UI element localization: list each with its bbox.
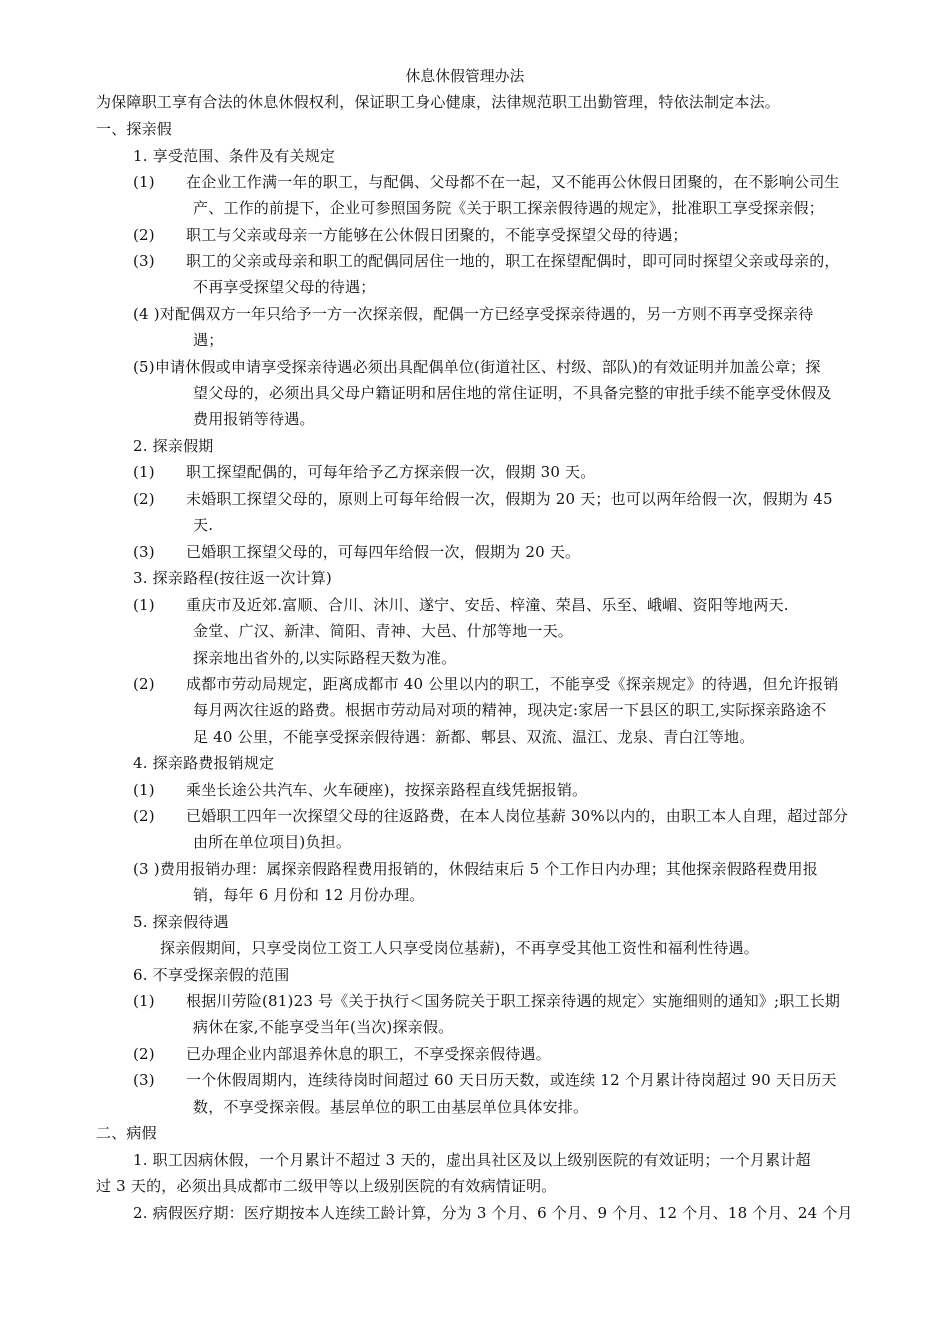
item-line: 遇；: [193, 331, 224, 349]
item-line: 在企业工作满一年的职工，与配偶、父母都不在一起，又不能再公休假日团聚的，在不影响公司生: [186, 173, 840, 191]
subsection-heading-2: 2. 探亲假期: [133, 437, 214, 455]
item-line: 已婚职工探望父母的，可每四年给假一次，假期为 20 天。: [186, 543, 581, 561]
item-number: (2): [133, 226, 155, 244]
subsection-heading-1: 1. 享受范围、条件及有关规定: [133, 147, 336, 165]
item-line: 产、工作的前提下，企业可参照国务院《关于职工探亲假待遇的规定》，批准职工享受探亲假；: [193, 199, 824, 217]
item-line: 销，每年 6 月份和 12 月份办理。: [193, 886, 425, 904]
item-line: 病休在家,不能享受当年(当次)探亲假。: [193, 1018, 454, 1036]
item-line: 数，不享受探亲假。基层单位的职工由基层单位具体安排。: [193, 1098, 589, 1116]
subsection-heading-6: 6. 不享受探亲假的范围: [133, 966, 290, 984]
item-line: 根据川劳险(81)23 号《关于执行＜国务院关于职工探亲待遇的规定〉实施细则的通知》;职工长期: [186, 992, 841, 1010]
item-line: 成都市劳动局规定，距离成都市 40 公里以内的职工，不能享受《探亲规定》的待遇，但允许报销: [186, 675, 839, 693]
section-heading-sick-leave: 二、病假: [96, 1124, 157, 1142]
item-line: 职工与父亲或母亲一方能够在公休假日团聚的，不能享受探望父母的待遇；: [186, 226, 688, 244]
item-line: (4 )对配偶双方一年只给予一方一次探亲假，配偶一方已经享受探亲待遇的，另一方则不再享受探亲待: [133, 305, 814, 323]
item-number: (1): [133, 173, 155, 191]
item-number: (1): [133, 596, 155, 614]
subsection-heading-5: 5. 探亲假待遇: [133, 913, 229, 931]
item-line: 已办理企业内部退养休息的职工，不享受探亲假待遇。: [186, 1045, 551, 1063]
item-number: (2): [133, 807, 155, 825]
item-line: 重庆市及近郊.富顺、合川、沐川、遂宁、安岳、梓潼、荣昌、乐至、峨嵋、资阳等地两天.: [186, 596, 789, 614]
item-line: (3 )费用报销办理：属探亲假路程费用报销的，休假结束后 5 个工作日内办理；其他探亲假路程费用报: [133, 860, 818, 878]
item-number: (1): [133, 781, 155, 799]
item-line: 探亲假期间，只享受岗位工资工人只享受岗位基薪)，不再享受其他工资性和福利性待遇。: [160, 939, 759, 957]
item-line: 天.: [193, 516, 214, 534]
section-heading-visit-leave: 一、探亲假: [96, 120, 173, 138]
subsection-heading-3: 3. 探亲路程(按往返一次计算): [133, 569, 332, 587]
item-number: (2): [133, 490, 155, 508]
item-number: (1): [133, 992, 155, 1010]
item-line: 未婚职工探望父母的，原则上可每年给假一次，假期为 20 天；也可以两年给假一次，假期为 45: [186, 490, 833, 508]
item-line: 职工探望配偶的，可每年给予乙方探亲假一次，假期 30 天。: [186, 463, 596, 481]
item-line: 金堂、广汉、新津、简阳、青神、大邑、什邡等地一天。: [193, 622, 574, 640]
item-line: 探亲地出省外的,以实际路程天数为准。: [193, 649, 457, 667]
item-line: 一个休假周期内，连续待岗时间超过 60 天日历天数，或连续 12 个月累计待岗超过 90 天日历天: [186, 1071, 837, 1089]
item-line: 职工的父亲或母亲和职工的配偶同居住一地的，职工在探望配偶时，即可同时探望父亲或母亲的，: [186, 252, 840, 270]
paragraph-line: 1. 职工因病休假，一个月累计不超过 3 天的，虚出具社区及以上级别医院的有效证明；一个月累计超: [133, 1151, 811, 1169]
paragraph-line: 过 3 天的，必须出具成都市二级甲等以上级别医院的有效病情证明。: [96, 1177, 557, 1195]
item-number: (3): [133, 252, 155, 270]
item-line: 不再享受探望父母的待遇；: [193, 278, 376, 296]
item-line: (5)申请休假或申请享受探亲待遇必须出具配偶单位(街道社区、村级、部队)的有效证明并加盖公章；探: [133, 358, 821, 376]
paragraph-line: 2. 病假医疗期：医疗期按本人连续工龄计算，分为 3 个月、6 个月、9 个月、12 个月、18 个月、24 个月: [133, 1204, 853, 1222]
item-line: 每月两次往返的路费。根据市劳动局对项的精神，现决定:家居一下县区的职工,实际探亲路途不: [193, 701, 827, 719]
item-line: 由所在单位项目)负担。: [193, 833, 352, 851]
subsection-heading-4: 4. 探亲路费报销规定: [133, 754, 275, 772]
item-number: (3): [133, 1071, 155, 1089]
item-number: (1): [133, 463, 155, 481]
item-line: 乘坐长途公共汽车、火车硬座)，按探亲路程直线凭据报销。: [186, 781, 588, 799]
item-number: (2): [133, 675, 155, 693]
item-line: 已婚职工四年一次探望父母的往返路费，在本人岗位基薪 30%以内的，由职工本人自理，超过部分: [186, 807, 849, 825]
item-line: 望父母的，必须出具父母户籍证明和居住地的常住证明，不具备完整的审批手续不能享受休假及: [193, 384, 832, 402]
item-number: (3): [133, 543, 155, 561]
item-line: 费用报销等待遇。: [193, 410, 315, 428]
intro-paragraph: 为保障职工享有合法的休息休假权利，保证职工身心健康，法律规范职工出勤管理，特依法制定本法。: [96, 93, 781, 111]
item-number: (2): [133, 1045, 155, 1063]
document-title: 休息休假管理办法: [405, 67, 525, 85]
item-line: 足 40 公里，不能享受探亲假待遇：新都、郫县、双流、温江、龙泉、青白江等地。: [193, 728, 755, 746]
